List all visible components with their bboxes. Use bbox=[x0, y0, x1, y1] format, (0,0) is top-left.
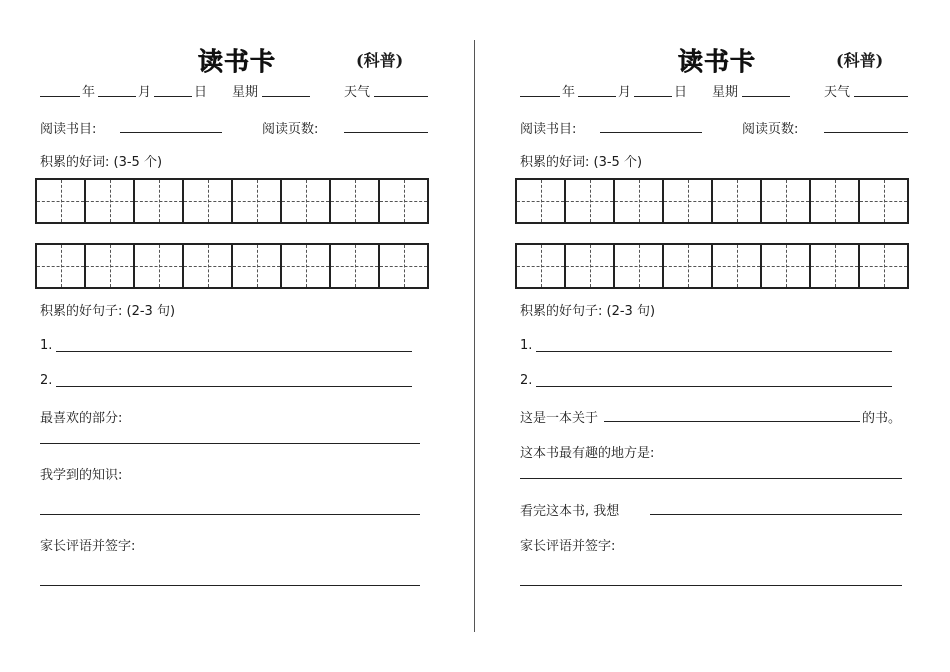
sentence-1-blank[interactable] bbox=[56, 351, 412, 352]
year-label: 年 bbox=[562, 85, 576, 100]
grid-cell[interactable] bbox=[331, 180, 380, 222]
grid-cell[interactable] bbox=[517, 180, 566, 222]
year-blank[interactable] bbox=[40, 96, 80, 97]
favorite-part-blank[interactable] bbox=[40, 443, 420, 444]
center-divider bbox=[474, 40, 475, 632]
year-blank[interactable] bbox=[520, 96, 560, 97]
parent-comment-blank[interactable] bbox=[520, 585, 902, 586]
grid-cell[interactable] bbox=[762, 245, 811, 287]
card-title: 读书卡 bbox=[198, 47, 277, 76]
word-grid-1[interactable] bbox=[515, 178, 909, 224]
good-sentences-label: 积累的好句子: (2-3 句) bbox=[40, 304, 176, 319]
year-label: 年 bbox=[82, 85, 96, 100]
sentence-2-blank[interactable] bbox=[536, 386, 892, 387]
month-blank[interactable] bbox=[578, 96, 616, 97]
good-words-label: 积累的好词: (3-5 个) bbox=[520, 155, 643, 170]
weekday-blank[interactable] bbox=[742, 96, 790, 97]
parent-comment-blank[interactable] bbox=[40, 585, 420, 586]
pages-label: 阅读页数: bbox=[262, 122, 319, 137]
pages-blank[interactable] bbox=[344, 132, 428, 133]
good-sentences-label: 积累的好句子: (2-3 句) bbox=[520, 304, 656, 319]
day-label: 日 bbox=[674, 85, 688, 100]
grid-cell[interactable] bbox=[762, 180, 811, 222]
day-label: 日 bbox=[194, 85, 208, 100]
grid-cell[interactable] bbox=[282, 245, 331, 287]
after-reading-blank[interactable] bbox=[650, 514, 902, 515]
pages-label: 阅读页数: bbox=[742, 122, 799, 137]
favorite-part-label: 最喜欢的部分: bbox=[40, 411, 123, 426]
grid-cell[interactable] bbox=[135, 180, 184, 222]
weekday-blank[interactable] bbox=[262, 96, 310, 97]
weather-label: 天气 bbox=[344, 85, 371, 100]
pages-blank[interactable] bbox=[824, 132, 908, 133]
learned-label: 我学到的知识: bbox=[40, 468, 123, 483]
parent-comment-label: 家长评语并签字: bbox=[40, 539, 136, 554]
parent-comment-label: 家长评语并签字: bbox=[520, 539, 616, 554]
grid-cell[interactable] bbox=[615, 245, 664, 287]
book-title-label: 阅读书目: bbox=[40, 122, 97, 137]
weather-blank[interactable] bbox=[374, 96, 428, 97]
grid-cell[interactable] bbox=[713, 180, 762, 222]
grid-cell[interactable] bbox=[380, 245, 427, 287]
grid-cell[interactable] bbox=[566, 245, 615, 287]
grid-cell[interactable] bbox=[184, 245, 233, 287]
grid-cell[interactable] bbox=[566, 180, 615, 222]
word-grid-2[interactable] bbox=[515, 243, 909, 289]
grid-cell[interactable] bbox=[713, 245, 762, 287]
grid-cell[interactable] bbox=[37, 180, 86, 222]
word-grid-1[interactable] bbox=[35, 178, 429, 224]
day-blank[interactable] bbox=[634, 96, 672, 97]
grid-cell[interactable] bbox=[811, 245, 860, 287]
sentence-1-label: 1. bbox=[40, 338, 53, 353]
grid-cell[interactable] bbox=[37, 245, 86, 287]
book-title-blank[interactable] bbox=[600, 132, 702, 133]
grid-cell[interactable] bbox=[664, 245, 713, 287]
grid-cell[interactable] bbox=[331, 245, 380, 287]
interesting-label: 这本书最有趣的地方是: bbox=[520, 446, 655, 461]
month-blank[interactable] bbox=[98, 96, 136, 97]
grid-cell[interactable] bbox=[615, 180, 664, 222]
about-suffix-label: 的书。 bbox=[862, 411, 902, 426]
weather-label: 天气 bbox=[824, 85, 851, 100]
grid-cell[interactable] bbox=[184, 180, 233, 222]
category-label: (科普) bbox=[356, 51, 404, 70]
card-title: 读书卡 bbox=[678, 47, 757, 76]
sentence-2-blank[interactable] bbox=[56, 386, 412, 387]
book-title-label: 阅读书目: bbox=[520, 122, 577, 137]
category-label: (科普) bbox=[836, 51, 884, 70]
grid-cell[interactable] bbox=[135, 245, 184, 287]
interesting-blank[interactable] bbox=[520, 478, 902, 479]
grid-cell[interactable] bbox=[664, 180, 713, 222]
sentence-2-label: 2. bbox=[520, 373, 533, 388]
weekday-label: 星期 bbox=[232, 85, 259, 100]
right-reading-card bbox=[512, 0, 912, 672]
good-words-label: 积累的好词: (3-5 个) bbox=[40, 155, 163, 170]
grid-cell[interactable] bbox=[233, 180, 282, 222]
sentence-1-label: 1. bbox=[520, 338, 533, 353]
sentence-1-blank[interactable] bbox=[536, 351, 892, 352]
sentence-2-label: 2. bbox=[40, 373, 53, 388]
grid-cell[interactable] bbox=[86, 180, 135, 222]
day-blank[interactable] bbox=[154, 96, 192, 97]
grid-cell[interactable] bbox=[380, 180, 427, 222]
grid-cell[interactable] bbox=[517, 245, 566, 287]
book-title-blank[interactable] bbox=[120, 132, 222, 133]
learned-blank[interactable] bbox=[40, 514, 420, 515]
grid-cell[interactable] bbox=[282, 180, 331, 222]
about-prefix-label: 这是一本关于 bbox=[520, 411, 599, 426]
grid-cell[interactable] bbox=[860, 245, 907, 287]
month-label: 月 bbox=[618, 85, 632, 100]
weather-blank[interactable] bbox=[854, 96, 908, 97]
left-reading-card bbox=[32, 0, 432, 672]
month-label: 月 bbox=[138, 85, 152, 100]
grid-cell[interactable] bbox=[86, 245, 135, 287]
weekday-label: 星期 bbox=[712, 85, 739, 100]
grid-cell[interactable] bbox=[811, 180, 860, 222]
word-grid-2[interactable] bbox=[35, 243, 429, 289]
after-reading-label: 看完这本书, 我想 bbox=[520, 504, 620, 519]
about-blank[interactable] bbox=[604, 421, 860, 422]
grid-cell[interactable] bbox=[233, 245, 282, 287]
grid-cell[interactable] bbox=[860, 180, 907, 222]
